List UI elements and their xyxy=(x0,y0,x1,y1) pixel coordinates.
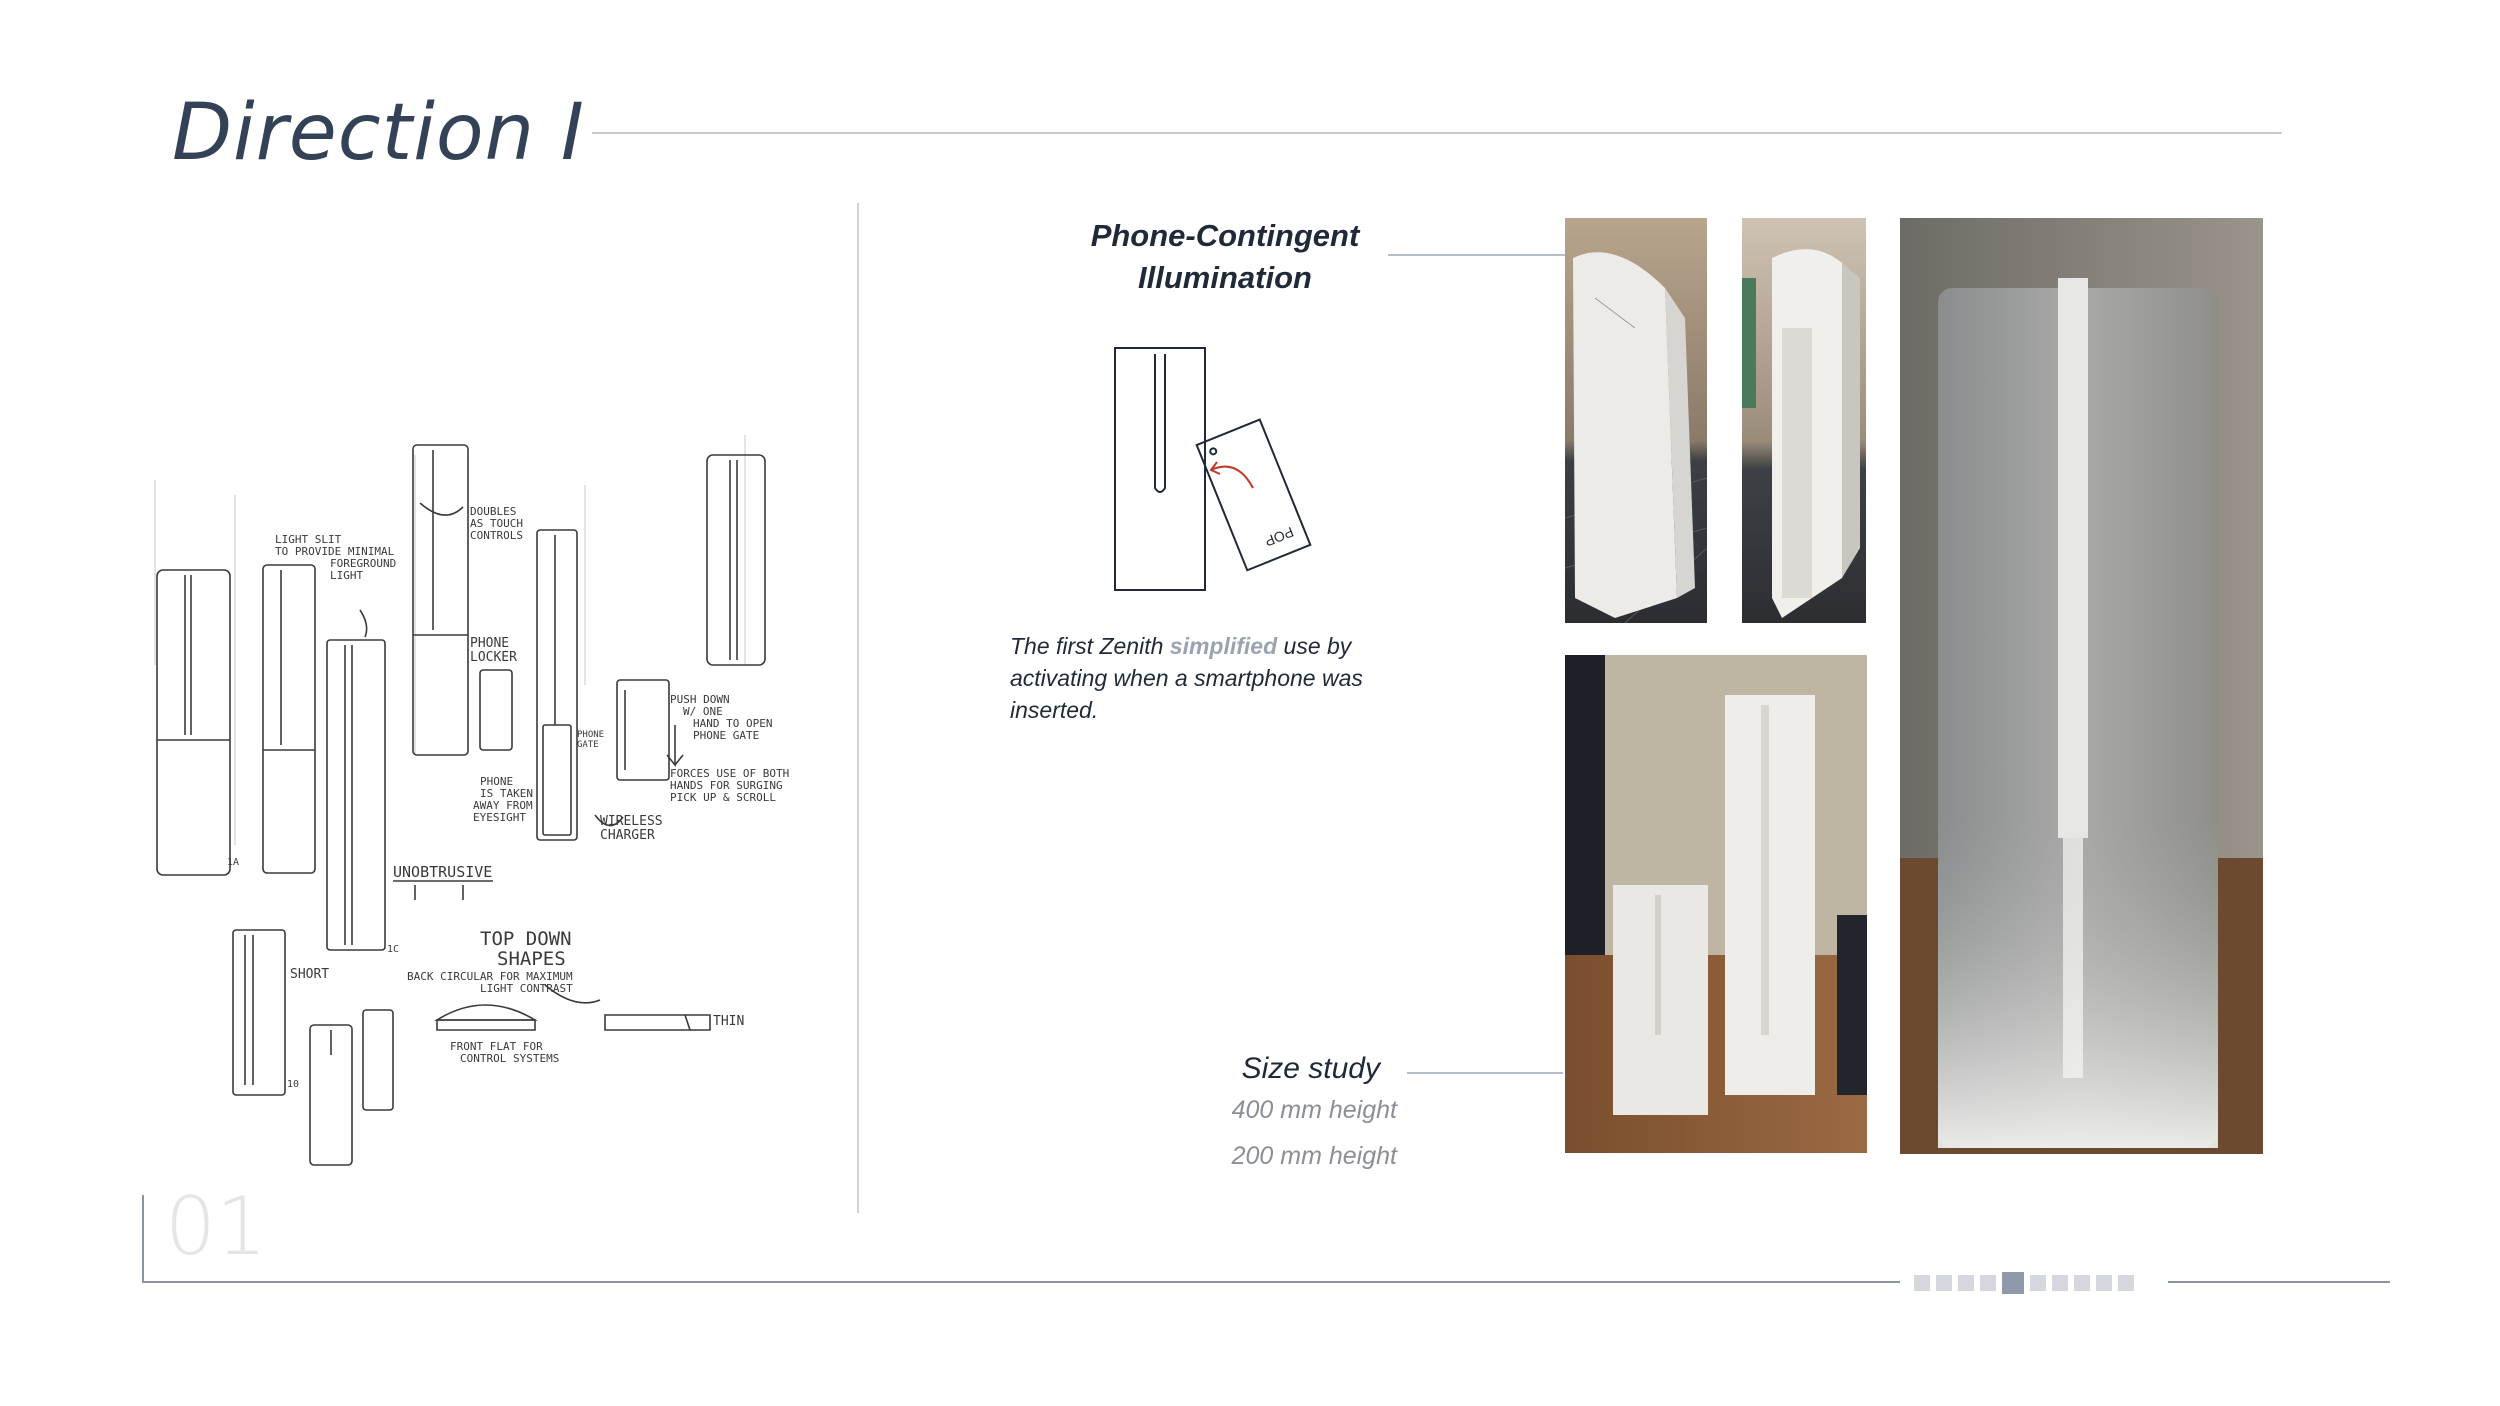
size-study-400: 400 mm height xyxy=(1231,1096,1397,1124)
svg-text:FRONT FLAT FOR: FRONT FLAT FOR xyxy=(450,1040,543,1053)
svg-text:LIGHT CONTRAST: LIGHT CONTRAST xyxy=(480,982,573,995)
footer-rule xyxy=(142,1281,1900,1283)
svg-text:HAND TO OPEN: HAND TO OPEN xyxy=(693,717,773,730)
column-divider xyxy=(857,203,859,1213)
pager-dot-active[interactable] xyxy=(2002,1272,2024,1294)
svg-text:CONTROL SYSTEMS: CONTROL SYSTEMS xyxy=(460,1052,560,1065)
svg-text:BACK CIRCULAR FOR MAXIMUM: BACK CIRCULAR FOR MAXIMUM xyxy=(407,970,573,983)
svg-text:DOUBLES: DOUBLES xyxy=(470,505,517,518)
pager-dot[interactable] xyxy=(2118,1275,2134,1291)
concept-leader-line xyxy=(1388,254,1566,256)
slide-title: Direction I xyxy=(172,88,585,178)
prototype-photo-side xyxy=(1565,218,1707,623)
footer-rule-vertical xyxy=(142,1195,144,1283)
svg-text:LIGHT SLIT: LIGHT SLIT xyxy=(275,533,342,546)
pager-dot[interactable] xyxy=(1980,1275,1996,1291)
svg-text:LIGHT: LIGHT xyxy=(330,569,364,582)
svg-text:SHORT: SHORT xyxy=(290,967,330,982)
svg-text:CHARGER: CHARGER xyxy=(600,828,655,843)
svg-text:PHONE: PHONE xyxy=(480,775,514,788)
svg-text:1C: 1C xyxy=(387,944,400,955)
size-study-title: Size study xyxy=(1241,1052,1380,1085)
slide-pager xyxy=(1914,1272,2134,1294)
svg-text:IS TAKEN: IS TAKEN xyxy=(480,787,533,800)
pager-dot[interactable] xyxy=(1936,1275,1952,1291)
concept-sketches xyxy=(145,425,810,1170)
footer-rule-right xyxy=(2168,1281,2390,1283)
svg-text:PUSH DOWN: PUSH DOWN xyxy=(670,693,730,706)
svg-text:1A: 1A xyxy=(227,857,240,868)
concept-title xyxy=(1010,215,1440,299)
svg-text:PHONE: PHONE xyxy=(470,636,510,651)
concept-title-line1: Phone-Contingent xyxy=(1090,218,1360,253)
svg-text:THIN: THIN xyxy=(713,1014,745,1029)
description-text-end: use by activating when a smartphone was inserted. xyxy=(1010,633,1363,723)
svg-text:AWAY FROM: AWAY FROM xyxy=(473,799,533,812)
pager-dot[interactable] xyxy=(2052,1275,2068,1291)
svg-text:PHONE: PHONE xyxy=(577,730,605,740)
svg-text:EYESIGHT: EYESIGHT xyxy=(473,811,526,824)
svg-text:PHONE GATE: PHONE GATE xyxy=(693,729,760,742)
pager-dot[interactable] xyxy=(1914,1275,1930,1291)
phone-insert-diagram xyxy=(1105,340,1335,600)
concept-title-line2: Illumination xyxy=(1138,260,1312,295)
svg-text:UNOBTRUSIVE: UNOBTRUSIVE xyxy=(393,863,493,881)
pager-dot[interactable] xyxy=(2030,1275,2046,1291)
svg-text:LOCKER: LOCKER xyxy=(470,650,517,665)
size-study-leader-line xyxy=(1407,1072,1563,1074)
prototype-photo-open xyxy=(1742,218,1866,623)
svg-text:SHAPES: SHAPES xyxy=(497,948,566,970)
svg-text:10: 10 xyxy=(287,1079,300,1090)
pager-dot[interactable] xyxy=(2074,1275,2090,1291)
svg-text:PICK UP & SCROLL: PICK UP & SCROLL xyxy=(670,791,776,804)
svg-text:HANDS FOR SURGING: HANDS FOR SURGING xyxy=(670,779,783,792)
description-highlight: simplified xyxy=(1169,633,1278,659)
title-rule xyxy=(592,132,2282,134)
concept-description xyxy=(1010,630,1440,726)
svg-text:TOP DOWN: TOP DOWN xyxy=(480,928,572,950)
svg-text:FORCES USE OF BOTH: FORCES USE OF BOTH xyxy=(670,767,790,780)
svg-text:W/ ONE: W/ ONE xyxy=(683,705,723,718)
size-study-200: 200 mm height xyxy=(1231,1142,1397,1170)
svg-text:GATE: GATE xyxy=(577,740,599,750)
svg-text:AS TOUCH: AS TOUCH xyxy=(470,517,523,530)
phone-label: POP xyxy=(1262,523,1296,550)
page-number: 01 xyxy=(165,1180,267,1273)
svg-text:CONTROLS: CONTROLS xyxy=(470,529,523,542)
svg-text:FOREGROUND: FOREGROUND xyxy=(330,557,397,570)
svg-text:WIRELESS: WIRELESS xyxy=(600,814,663,829)
illuminated-prototype-photo xyxy=(1900,218,2263,1154)
svg-text:TO PROVIDE MINIMAL: TO PROVIDE MINIMAL xyxy=(275,545,395,558)
pager-dot[interactable] xyxy=(1958,1275,1974,1291)
pager-dot[interactable] xyxy=(2096,1275,2112,1291)
size-study-photo xyxy=(1565,655,1867,1153)
description-text: The first Zenith xyxy=(1010,633,1170,659)
